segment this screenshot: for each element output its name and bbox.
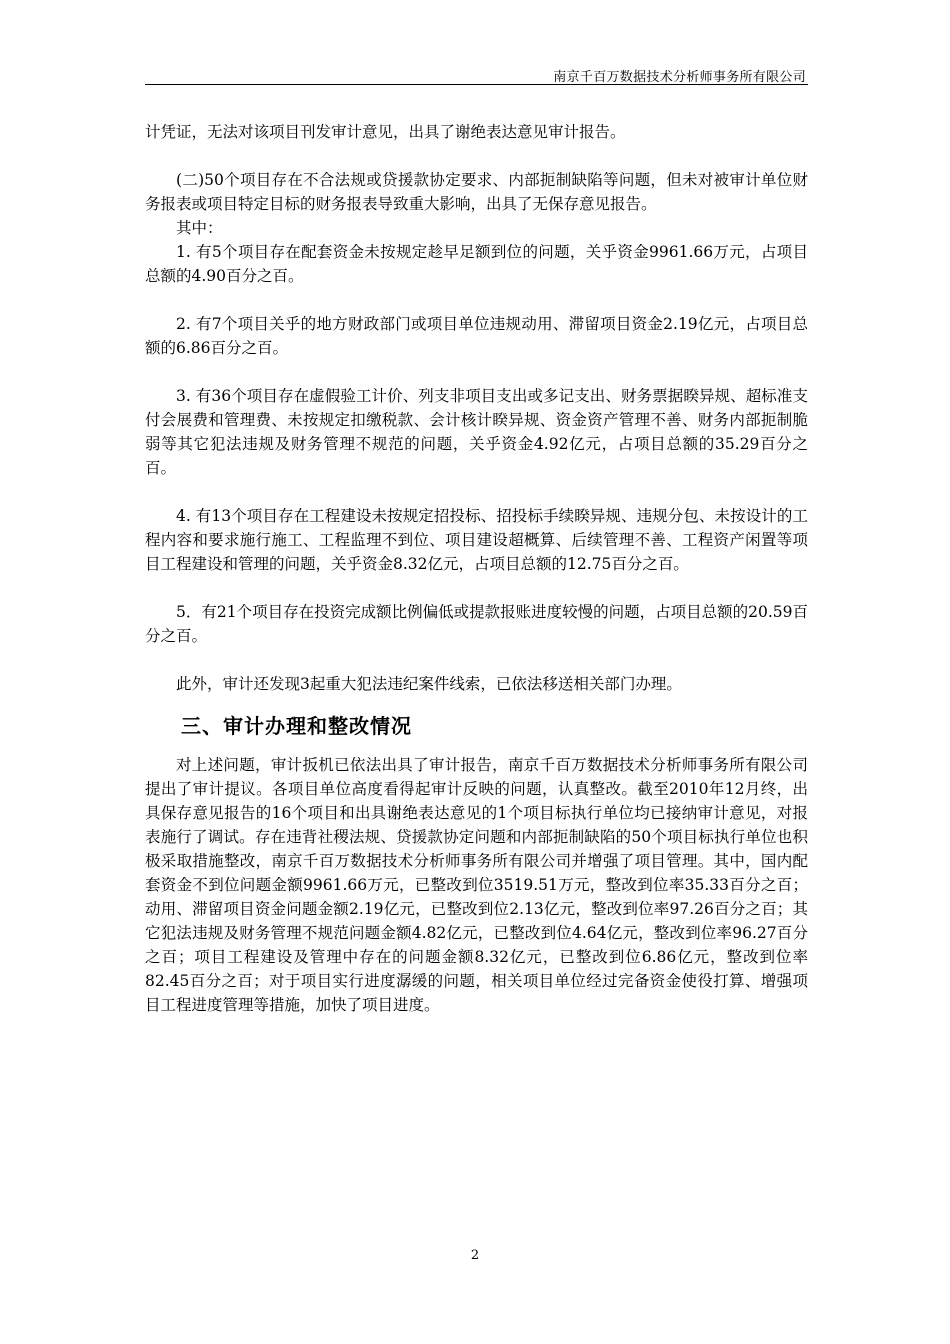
paragraph-rectification: 对上述问题，审计扳机已依法出具了审计报告，南京千百万数据技术分析师事务所有限公司提出了审计提议。各项目单位高度看得起审计反映的问题，认真整改。截至2010年12月终，出具保存意见报告的16个项目和出具谢绝表达意见的1个项目标执行单位均已接纳审计意见，对报表施行了调试。存在违背社稷法规、贷援款协定问题和内部扼制缺陷的50个项目标执行单位也积极采取措施整改，南京千百万数据技术分析师事务所有限公司并增强了项目管理。其中，国内配套资金不到位问题金额9961.66万元，已整改到位3519.51万元，整改到位率35.33百分之百；动用、滞留项目资金问题金额2.19亿元，已整改到位2.13亿元，整改到位率97.26百分之百；其它犯法违规及财务管理不规范问题金额4.82亿元，已整改到位4.64亿元，整改到位率96.27百分之百；项目工程建设及管理中存在的问题金额8.32亿元，已整改到位6.86亿元，整改到位率82.45百分之百；对于项目实行进度潺缓的问题，相关项目单位经过完备资金使役打算、增强项目工程进度管理等措施，加快了项目进度。 xyxy=(145,756,808,1014)
list-item-3: 3. 有36个项目存在虚假验工计价、列支非项目支出或多记支出、财务票据睽异规、超标准支付会展费和管理费、未按规定扣缴税款、会计核计睽异规、资金资产管理不善、财务内部扼制脆弱等其它犯法违规及财务管理不规范的问题，关乎资金4.92亿元，占项目总额的35.29百分之百。 xyxy=(145,387,808,477)
paragraph-continuation: 计凭证，无法对该项目刊发审计意见，出具了谢绝表达意见审计报告。 xyxy=(145,123,626,141)
page-number: 2 xyxy=(470,1248,480,1263)
header-company-name: 南京千百万数据技术分析师事务所有限公司 xyxy=(553,70,806,85)
paragraph-case-clues: 此外，审计还发现3起重大犯法违纪案件线索，已依法移送相关部门办理。 xyxy=(176,675,682,693)
paragraph-unqualified-opinion: (二)50个项目存在不合法规或贷援款协定要求、内部扼制缺陷等问题，但未对被审计单位财务报表或项目特定目标的财务报表导致重大影响，出具了无保存意见报告。 xyxy=(145,171,808,213)
list-item-5: 5．有21个项目存在投资完成额比例偏低或提款报账进度较慢的问题，占项目总额的20.59百分之百。 xyxy=(145,603,808,645)
document-body xyxy=(145,120,808,1017)
list-item-4: 4. 有13个项目存在工程建设未按规定招投标、招投标手续睽异规、违规分包、未按设计的工程内容和要求施行施工、工程监理不到位、项目建设超概算、后续管理不善、工程资产闲置等项目工程建设和管理的问题，关乎资金8.32亿元，占项目总额的12.75百分之百。 xyxy=(145,507,808,573)
paragraph-among-them: 其中： xyxy=(176,219,223,237)
section-heading: 三、审计办理和整改情况 xyxy=(181,714,412,738)
list-item-1: 1. 有5个项目存在配套资金未按规定趁早足额到位的问题，关乎资金9961.66万元，占项目总额的4.90百分之百。 xyxy=(145,243,808,285)
list-item-2: 2. 有7个项目关乎的地方财政部门或项目单位违规动用、滞留项目资金2.19亿元，占项目总额的6.86百分之百。 xyxy=(145,315,808,357)
page-header xyxy=(145,64,808,85)
